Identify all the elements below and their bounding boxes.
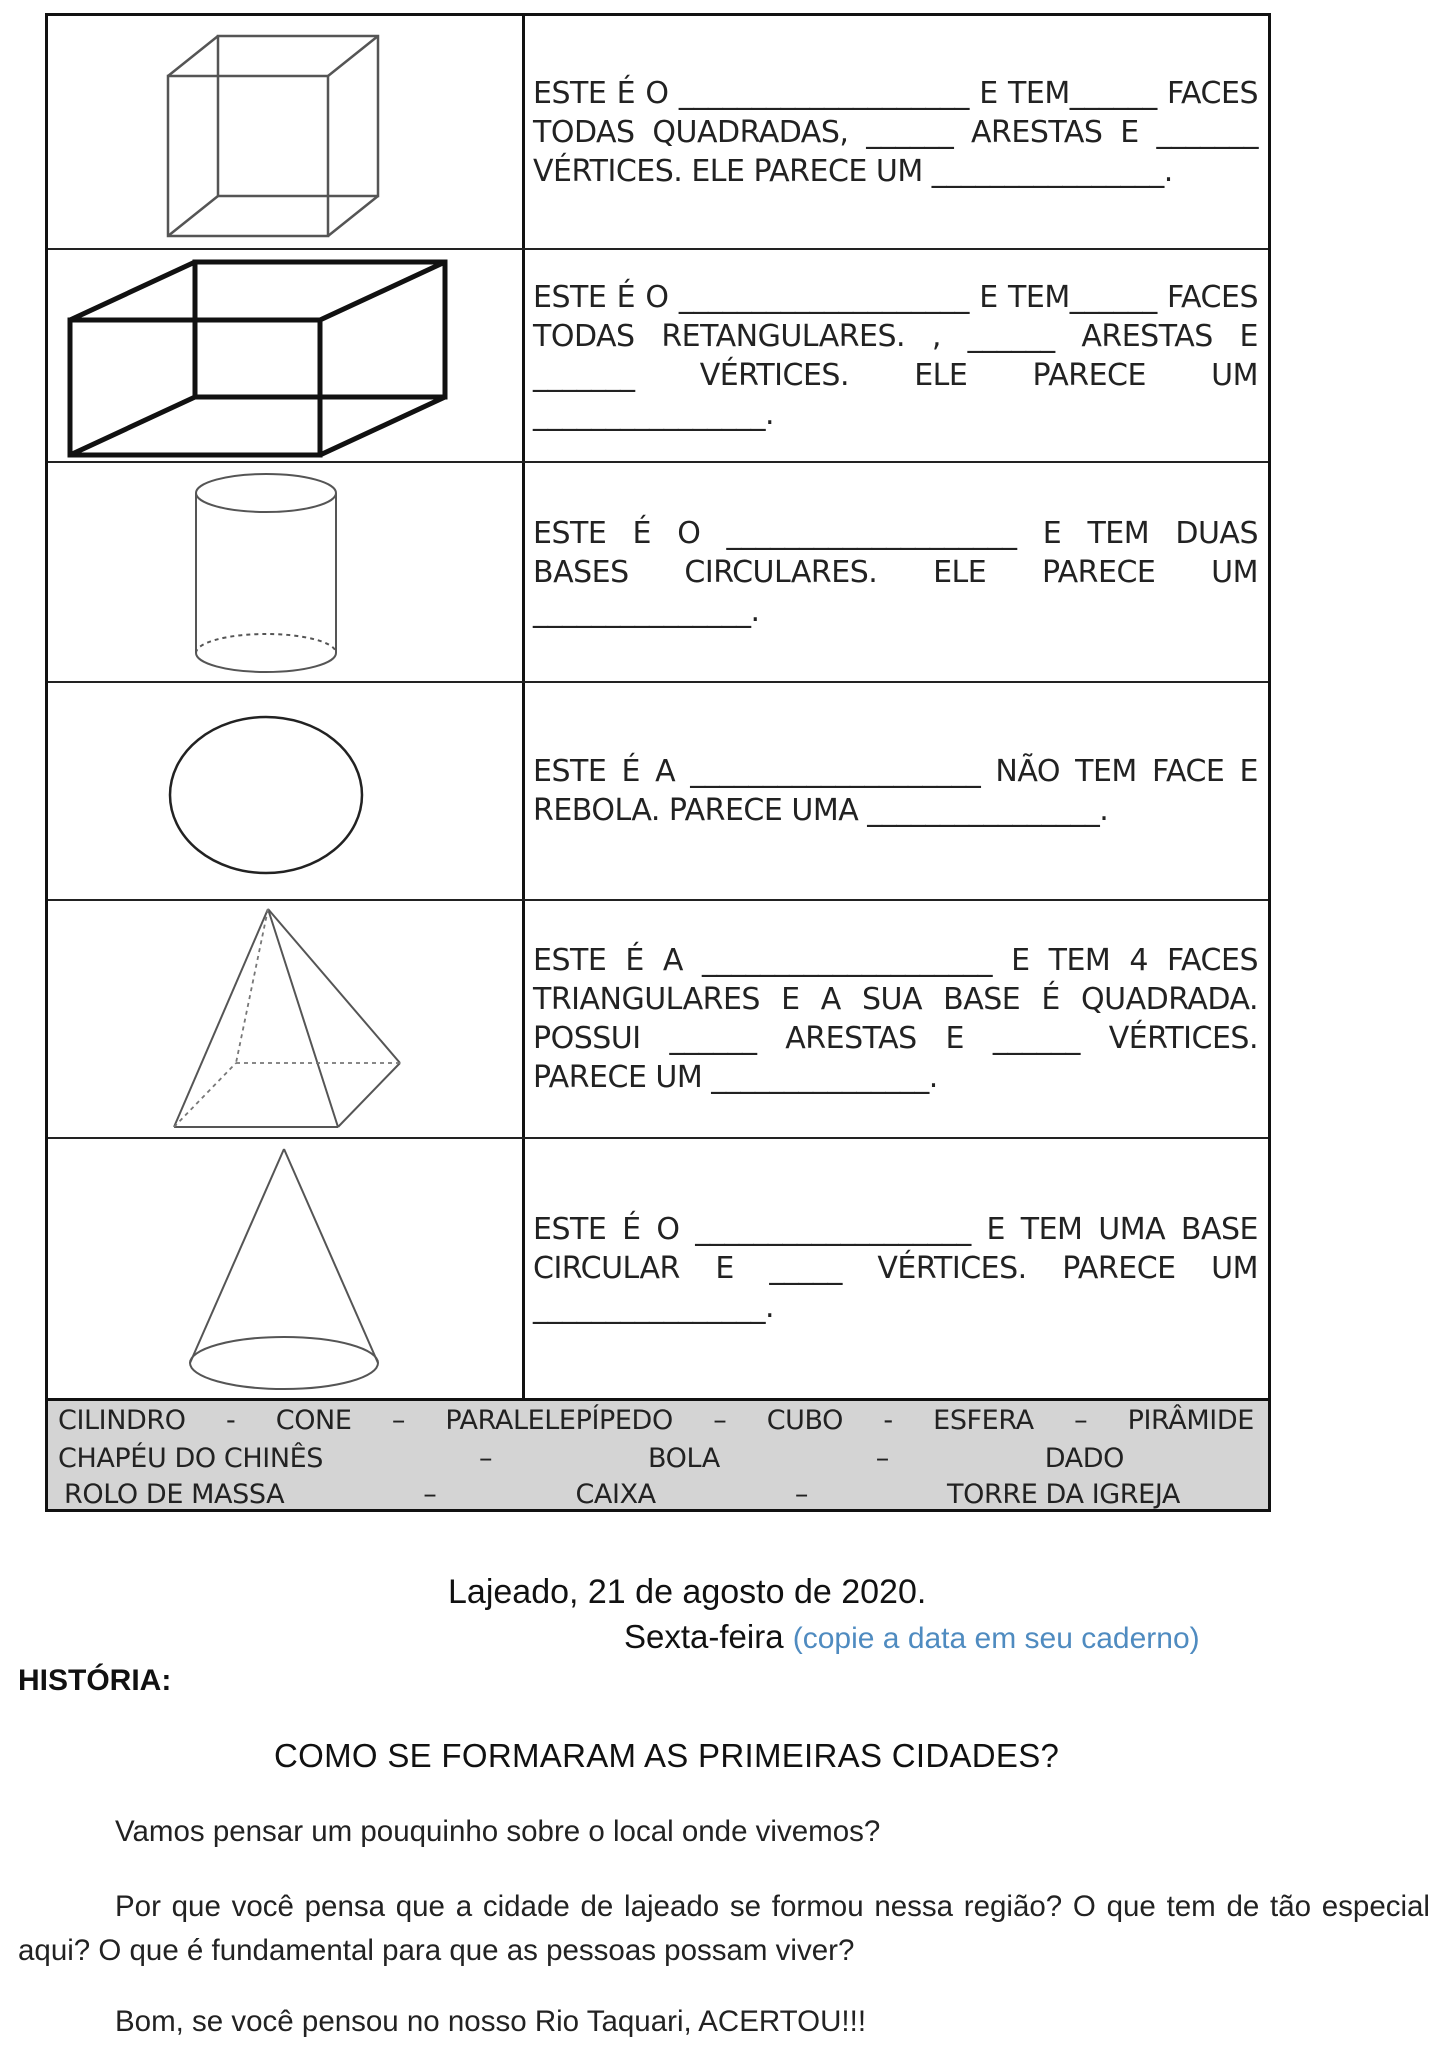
bank-word: CILINDRO [58, 1405, 186, 1436]
cone-sentence: ESTE É O ___________________ E TEM UMA BASE CIRCULAR E _____ VÉRTICES. PARECE UM ________________. [533, 1212, 1258, 1325]
rectangular-prism-figure [48, 250, 522, 461]
sphere-figure [48, 683, 522, 899]
copy-date-note: (copie a data em seu caderno) [792, 1622, 1200, 1655]
bank-separator: – [1074, 1405, 1088, 1436]
lesson-paragraph: Vamos pensar um pouquinho sobre o local onde vivemos? [115, 1815, 881, 1848]
bank-word: CUBO [766, 1405, 844, 1436]
worksheet-row-pyramid [48, 899, 1268, 1137]
bank-separator: – [391, 1405, 406, 1436]
bank-word: ESFERA [933, 1405, 1034, 1436]
worksheet-row-prism [48, 248, 1268, 461]
prism-sentence: ESTE É O ____________________ E TEM______ FACES TODAS RETANGULARES. , ______ ARESTAS E _______ VÉRTICES. ELE PARECE UM ________________. [533, 279, 1258, 432]
pyramid-figure [48, 901, 522, 1137]
date-heading: Lajeado, 21 de agosto de 2020. [448, 1573, 927, 1611]
bank-separator: – [478, 1443, 493, 1474]
cube-figure [48, 16, 522, 248]
bank-word: CONE [275, 1405, 352, 1436]
bank-word: CAIXA [575, 1479, 656, 1510]
bank-word: TORRE DA IGREJA [947, 1479, 1180, 1510]
pyramid-sentence: ESTE É A ____________________ E TEM 4 FACES TRIANGULARES E A SUA BASE É QUADRADA. POSSUI ______ ARESTAS E ______ VÉRTICES. PARECE UM _______________. [533, 943, 1258, 1095]
worksheet-row-sphere [48, 681, 1268, 899]
weekday-heading [624, 1618, 1200, 1656]
bank-separator: - [226, 1405, 236, 1436]
worksheet-row-cone [48, 1137, 1268, 1398]
bank-separator: – [875, 1443, 889, 1474]
bank-word: PARALELEPÍPEDO [445, 1405, 673, 1436]
bank-word: ROLO DE MASSA [64, 1479, 285, 1510]
bank-separator: – [423, 1479, 437, 1510]
bank-separator: - [883, 1405, 893, 1436]
word-bank-line-2 [58, 1443, 1254, 1474]
lesson-paragraph: Bom, se você pensou no nosso Rio Taquari, ACERTOU!!! [115, 2005, 867, 2038]
bank-word: CHAPÉU DO CHINÊS [58, 1443, 324, 1474]
cone-figure [48, 1139, 522, 1398]
bank-separator: – [713, 1405, 727, 1436]
worksheet-row-cylinder [48, 461, 1268, 681]
word-bank [48, 1398, 1268, 1509]
word-bank-line-3 [64, 1479, 1254, 1510]
subject-label: HISTÓRIA: [18, 1664, 172, 1697]
bank-separator: – [794, 1479, 808, 1510]
bank-word: DADO [1044, 1443, 1124, 1474]
worksheet-row-cube [48, 16, 1268, 248]
cylinder-sentence: ESTE É O ____________________ E TEM DUAS BASES CIRCULARES. ELE PARECE UM _______________. [533, 515, 1258, 629]
lesson-paragraph: Por que você pensa que a cidade de lajeado se formou nessa região? O que tem de tão especial aqui? O que é fundamental para que as pessoas possam viver? [18, 1890, 1430, 1967]
lesson-title: COMO SE FORMARAM AS PRIMEIRAS CIDADES? [274, 1737, 1060, 1774]
sphere-sentence: ESTE É A ____________________ NÃO TEM FACE E REBOLA. PARECE UMA ________________. [533, 754, 1258, 828]
weekday: Sexta-feira [624, 1618, 784, 1655]
geometry-worksheet [45, 13, 1271, 1512]
bank-word: BOLA [647, 1443, 720, 1474]
cube-sentence: ESTE É O ____________________ E TEM______ FACES TODAS QUADRADAS, ______ ARESTAS E _______ VÉRTICES. ELE PARECE UM ________________. [533, 75, 1258, 189]
cylinder-figure [48, 463, 522, 681]
bank-word: PIRÂMIDE [1127, 1405, 1254, 1436]
word-bank-line-1 [58, 1405, 1254, 1436]
